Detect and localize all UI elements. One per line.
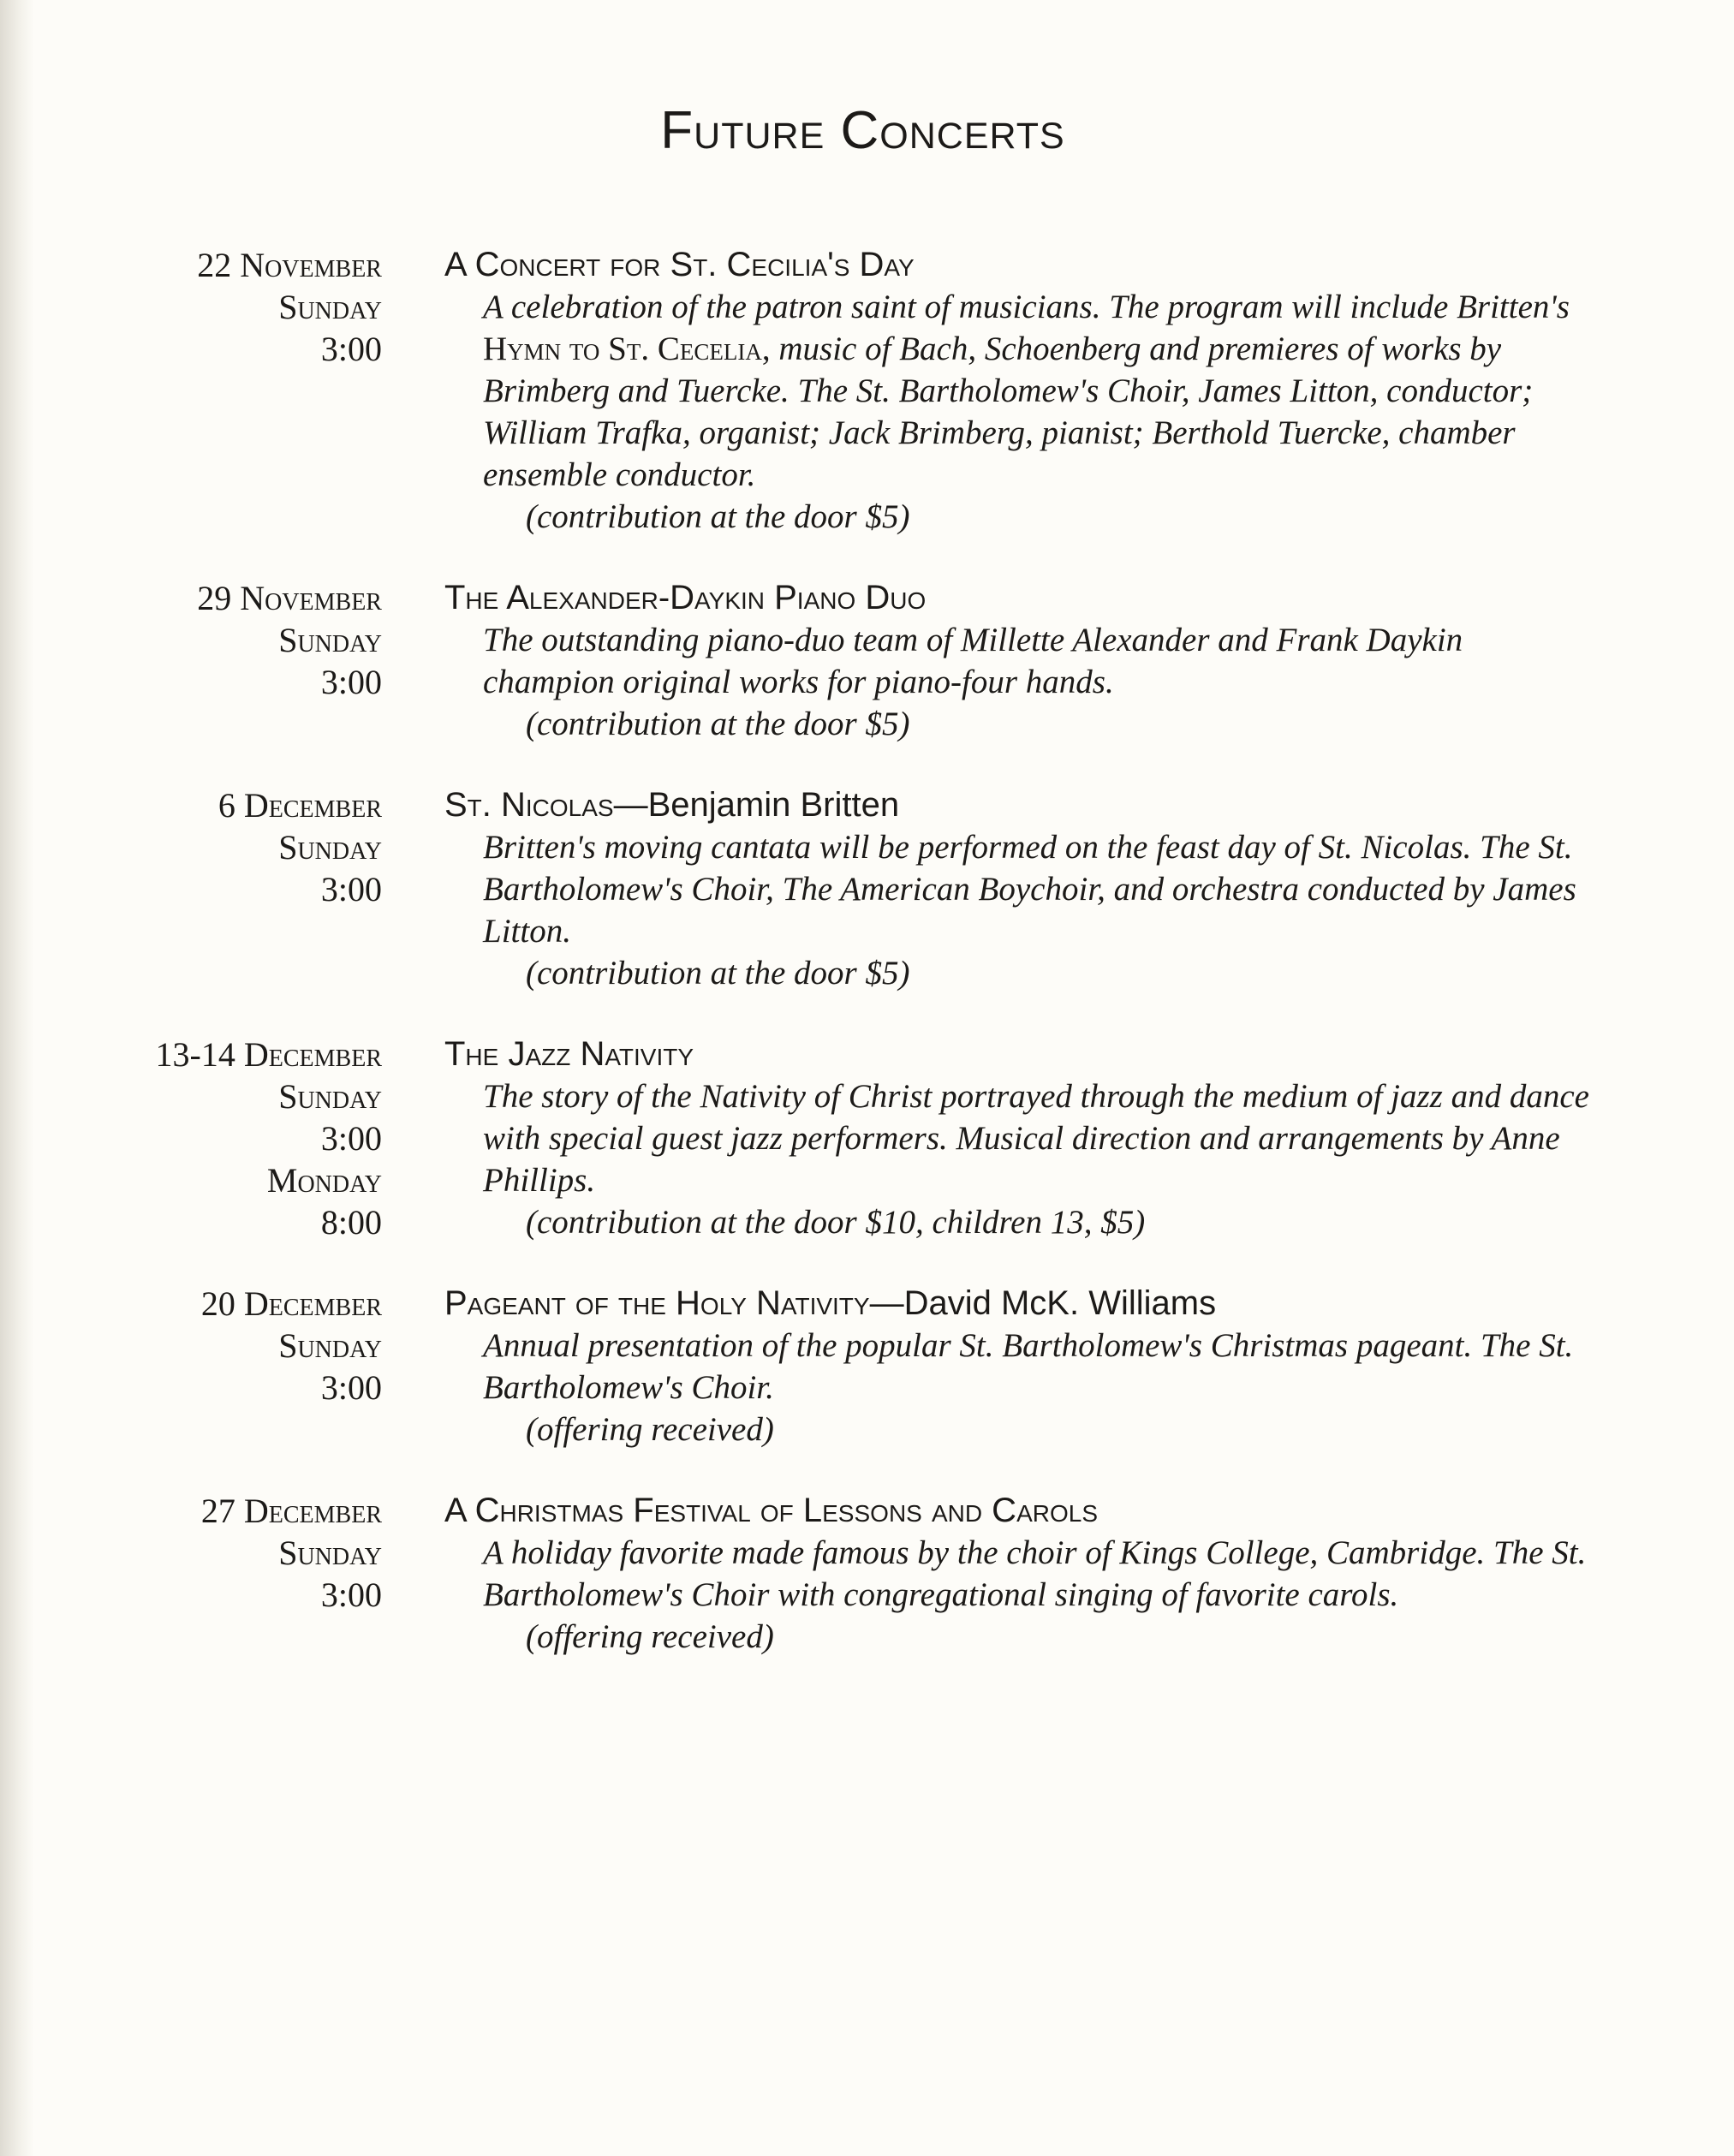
concert-day: Sunday — [278, 1077, 382, 1116]
concert-entry — [0, 1033, 1734, 1243]
concert-title: The Alexander-Daykin Piano Duo — [444, 579, 927, 616]
composer-name: Benjamin Britten — [647, 786, 900, 824]
concert-admission: (offering received) — [526, 1618, 774, 1655]
concert-day-second: Monday — [266, 1161, 382, 1200]
concert-admission: (contribution at the door $10, children 13, $5) — [526, 1204, 1146, 1241]
concert-description: The story of the Nativity of Christ portrayed through the medium of jazz and dance with special guest jazz performers. Musical direction and arrangements by Anne Phillips. — [483, 1078, 1589, 1199]
concert-time-second: 8:00 — [320, 1203, 382, 1242]
concert-day: Sunday — [278, 1534, 382, 1572]
concert-admission: (contribution at the door $5) — [526, 706, 910, 742]
concert-details — [444, 577, 1583, 745]
concert-day: Sunday — [278, 621, 382, 659]
concert-details — [444, 1283, 1583, 1450]
concert-schedule — [0, 244, 382, 370]
concert-schedule — [0, 1033, 382, 1243]
concert-description: A holiday favorite made famous by the choir of Kings College, Cambridge. The St. Bartholomew's Choir with congregational singing of favorite carols. — [483, 1534, 1587, 1613]
concert-list — [0, 244, 1734, 1658]
concert-date: 22 November — [197, 246, 382, 284]
concert-schedule — [0, 1283, 382, 1409]
concert-date: 29 November — [197, 579, 382, 617]
concert-time: 3:00 — [320, 663, 382, 701]
concert-day: Sunday — [278, 1326, 382, 1365]
concert-date: 13-14 December — [155, 1035, 382, 1074]
concert-date: 27 December — [200, 1492, 382, 1530]
concert-admission: (contribution at the door $5) — [526, 498, 910, 535]
concert-schedule — [0, 577, 382, 703]
concert-admission: (contribution at the door $5) — [526, 955, 910, 992]
page-title: Future Concerts — [660, 101, 1065, 160]
concert-schedule — [0, 1490, 382, 1616]
concert-time: 3:00 — [320, 1575, 382, 1614]
concert-time: 3:00 — [320, 1368, 382, 1407]
concert-description: Britten's moving cantata will be performed on the feast day of St. Nicolas. The St. Bartholomew's Choir, The American Boychoir, and orchestra conducted by James Litton. — [483, 829, 1576, 950]
concert-details — [444, 1033, 1589, 1243]
concert-description: The outstanding piano-duo team of Millette Alexander and Frank Daykin champion original works for piano-four hands. — [483, 622, 1463, 700]
concert-description: A celebration of the patron saint of musicians. The program will include Britten's Hymn to St. Cecelia, music of Bach, Schoenberg and premieres of works by Brimberg and Tuercke. The St. Bartholomew's Choir, James Litton, conductor; William Trafka, organist; Jack Brimberg, pianist; Berthold Tuercke, chamber ensemble conductor. — [483, 289, 1570, 493]
concert-date: 6 December — [217, 786, 382, 825]
concert-title: A Christmas Festival of Lessons and Carols — [444, 1492, 1098, 1529]
concert-details — [444, 784, 1583, 994]
concert-time: 3:00 — [320, 1119, 382, 1158]
concert-details — [444, 1490, 1587, 1658]
concert-title: The Jazz Nativity — [444, 1035, 694, 1073]
concert-entry — [0, 244, 1734, 538]
concert-schedule — [0, 784, 382, 910]
concert-entry — [0, 784, 1734, 994]
concert-time: 3:00 — [320, 330, 382, 368]
concert-entry — [0, 1283, 1734, 1450]
concert-entry — [0, 577, 1734, 745]
concert-admission: (offering received) — [526, 1411, 774, 1448]
featured-work-title: Hymn to St. Cecelia, — [483, 331, 771, 367]
concert-title: A Concert for St. Cecilia's Day — [444, 246, 915, 283]
concert-details — [444, 244, 1583, 538]
concert-date: 20 December — [200, 1284, 382, 1323]
concert-time: 3:00 — [320, 870, 382, 908]
concert-day: Sunday — [278, 828, 382, 867]
concert-title: St. Nicolas—Benjamin Britten — [444, 786, 900, 824]
concert-title: Pageant of the Holy Nativity—David McK. Williams — [444, 1284, 1217, 1322]
concert-description: Annual presentation of the popular St. Bartholomew's Christmas pageant. The St. Bartholomew's Choir. — [483, 1327, 1574, 1406]
concert-day: Sunday — [278, 288, 382, 326]
concert-entry — [0, 1490, 1734, 1658]
composer-name: David McK. Williams — [903, 1284, 1217, 1322]
